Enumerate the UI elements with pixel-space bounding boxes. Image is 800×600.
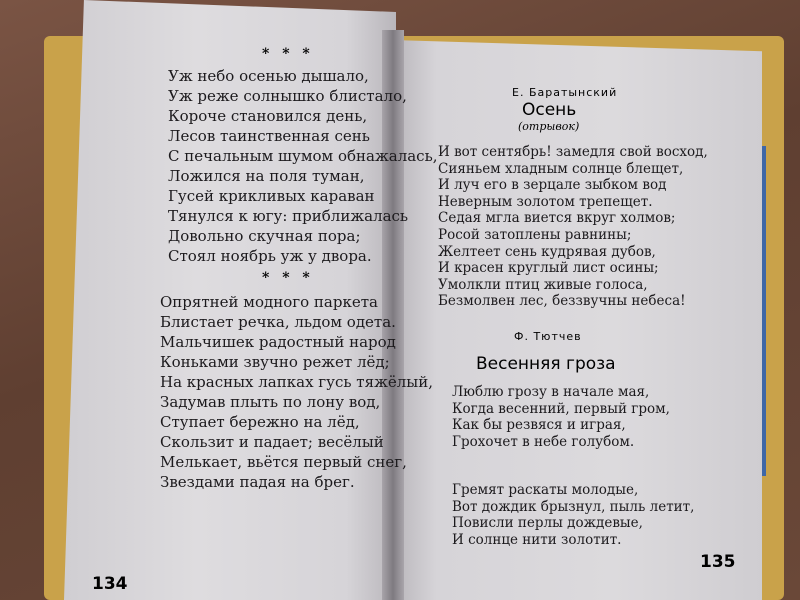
poem-line: Стоял ноябрь уж у двора. (168, 247, 372, 265)
poem-line: Неверным золотом трепещет. (438, 193, 653, 210)
page-number-right: 135 (700, 552, 736, 572)
poem-line: И луч его в зерцале зыбком вод (438, 177, 667, 194)
poem-stanza-2 (452, 482, 694, 548)
poem-separator: * * * (262, 46, 314, 62)
author-baratynsky: Е. Баратынский (512, 86, 618, 99)
poem-line: Ступает бережно на лёд, (160, 413, 360, 431)
poem-line: Уж реже солнышко блистало, (168, 87, 407, 105)
poem-line: Гремят раскаты молодые, (452, 482, 639, 498)
poem-line: Лесов таинственная сень (168, 127, 370, 145)
poem-title-spring-storm: Весенняя гроза (476, 354, 616, 374)
poem-autumn-baratynsky (438, 144, 708, 310)
poem-line: Ложился на поля туман, (168, 167, 365, 185)
poem-line: Мальчишек радостный народ (160, 333, 396, 351)
poem-winter-pushkin (160, 292, 433, 492)
poem-separator: * * * (262, 270, 314, 286)
poem-line: Коньками звучно режет лёд; (160, 353, 390, 371)
poem-line: Звездами падая на брег. (160, 473, 355, 491)
poem-line: Желтеет сень кудрявая дубов, (438, 243, 656, 260)
poem-line: С печальным шумом обнажалась, (168, 147, 438, 165)
poem-line: Тянулся к югу: приближалась (168, 207, 409, 225)
poem-line: Гусей крикливых караван (168, 187, 375, 205)
poem-line: Сияньем хладным солнце блещет, (438, 160, 684, 177)
poem-line: На красных лапках гусь тяжёлый, (160, 373, 433, 391)
poem-title-autumn: Осень (522, 100, 577, 120)
poem-line: И красен круглый лист осины; (438, 260, 659, 277)
poem-line: Повисли перлы дождевые, (452, 515, 643, 532)
page-number-left: 134 (92, 574, 128, 594)
poem-line: Росой затоплены равнины; (438, 226, 632, 243)
poem-line: Уж небо осенью дышало, (168, 67, 369, 85)
poem-autumn-pushkin (168, 66, 438, 266)
poem-line: Умолкли птиц живые голоса, (438, 276, 648, 293)
author-tyutchev: Ф. Тютчев (514, 330, 582, 343)
poem-line: Задумав плыть по лону вод, (160, 393, 381, 411)
poem-line: И солнце нити золотит. (452, 531, 622, 548)
poem-stanza-1 (452, 384, 670, 450)
poem-subtitle: (отрывок) (518, 120, 580, 133)
poem-line: Безмолвен лес, беззвучны небеса! (438, 293, 686, 310)
poem-line: Когда весенний, первый гром, (452, 400, 670, 417)
poem-line: Блистает речка, льдом одета. (160, 313, 396, 331)
poem-line: Довольно скучная пора; (168, 227, 361, 245)
poem-line: Мелькает, вьётся первый снег, (160, 453, 407, 471)
poem-line: Люблю грозу в начале мая, (452, 384, 650, 400)
poem-line: Опрятней модного паркета (160, 293, 378, 311)
poem-line: Грохочет в небе голубом. (452, 433, 635, 450)
poem-line: И вот сентябрь! замедля свой восход, (438, 144, 708, 160)
poem-line: Скользит и падает; весёлый (160, 433, 384, 451)
poem-line: Короче становился день, (168, 107, 368, 125)
poem-line: Как бы резвяся и играя, (452, 417, 626, 434)
poem-line: Седая мгла виется вкруг холмов; (438, 210, 676, 227)
poem-line: Вот дождик брызнул, пыль летит, (452, 498, 695, 515)
